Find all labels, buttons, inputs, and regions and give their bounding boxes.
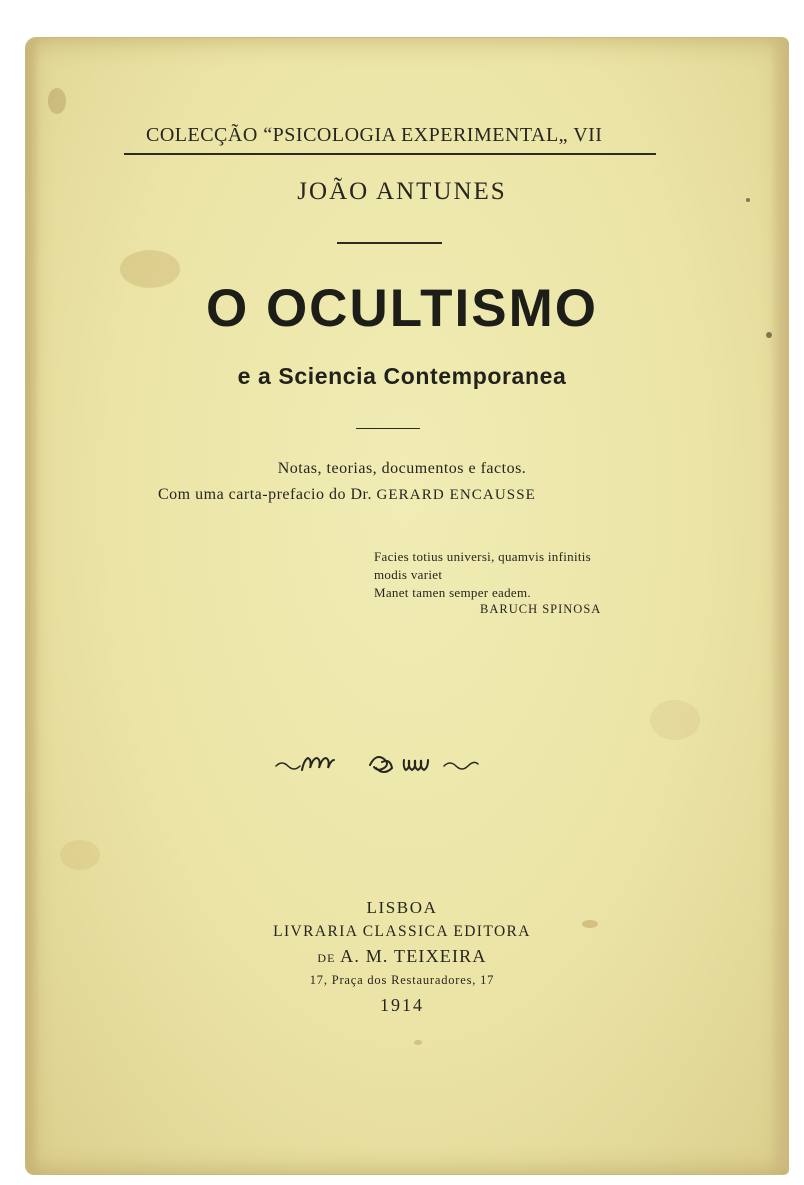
epigraph-author: BARUCH SPINOSA [480,602,602,616]
notes-line: Notas, teorias, documentos e factos. [277,460,527,477]
preface-line [158,486,536,504]
imprint-year: 1914 [380,995,424,1015]
author-name: JOÃO ANTUNES [297,178,507,205]
stain [60,840,100,870]
book-title: O OCULTISMO [206,279,598,338]
imprint-owner-prefix: DE [317,951,336,965]
subtitle-rule [356,428,420,429]
preface-author: GERARD ENCAUSSE [376,487,536,503]
stain [650,700,700,740]
scroll-flourish-icon [272,748,502,782]
epigraph [374,548,591,602]
series-heading: COLECÇÃO “PSICOLOGIA EXPERIMENTAL„ VII [146,124,603,146]
preface-prefix: Com uma carta-prefacio do Dr. [158,486,372,503]
imprint-owner-name: A. M. TEIXEIRA [340,946,487,966]
epigraph-line: Manet tamen semper eadem. [374,585,531,600]
imprint-owner [0,946,804,967]
stain [414,1040,422,1045]
imprint-address: 17, Praça dos Restauradores, 17 [309,973,495,987]
stain [48,88,66,114]
imprint-publisher: LIVRARIA CLASSICA EDITORA [273,923,531,940]
book-subtitle: e a Sciencia Contemporanea [237,363,567,389]
imprint-city: LISBOA [366,898,438,917]
epigraph-line: Facies totius universi, quamvis infinitis [374,549,592,564]
series-rule [124,153,656,155]
epigraph-line: modis variet [374,567,443,582]
author-rule [337,242,442,244]
